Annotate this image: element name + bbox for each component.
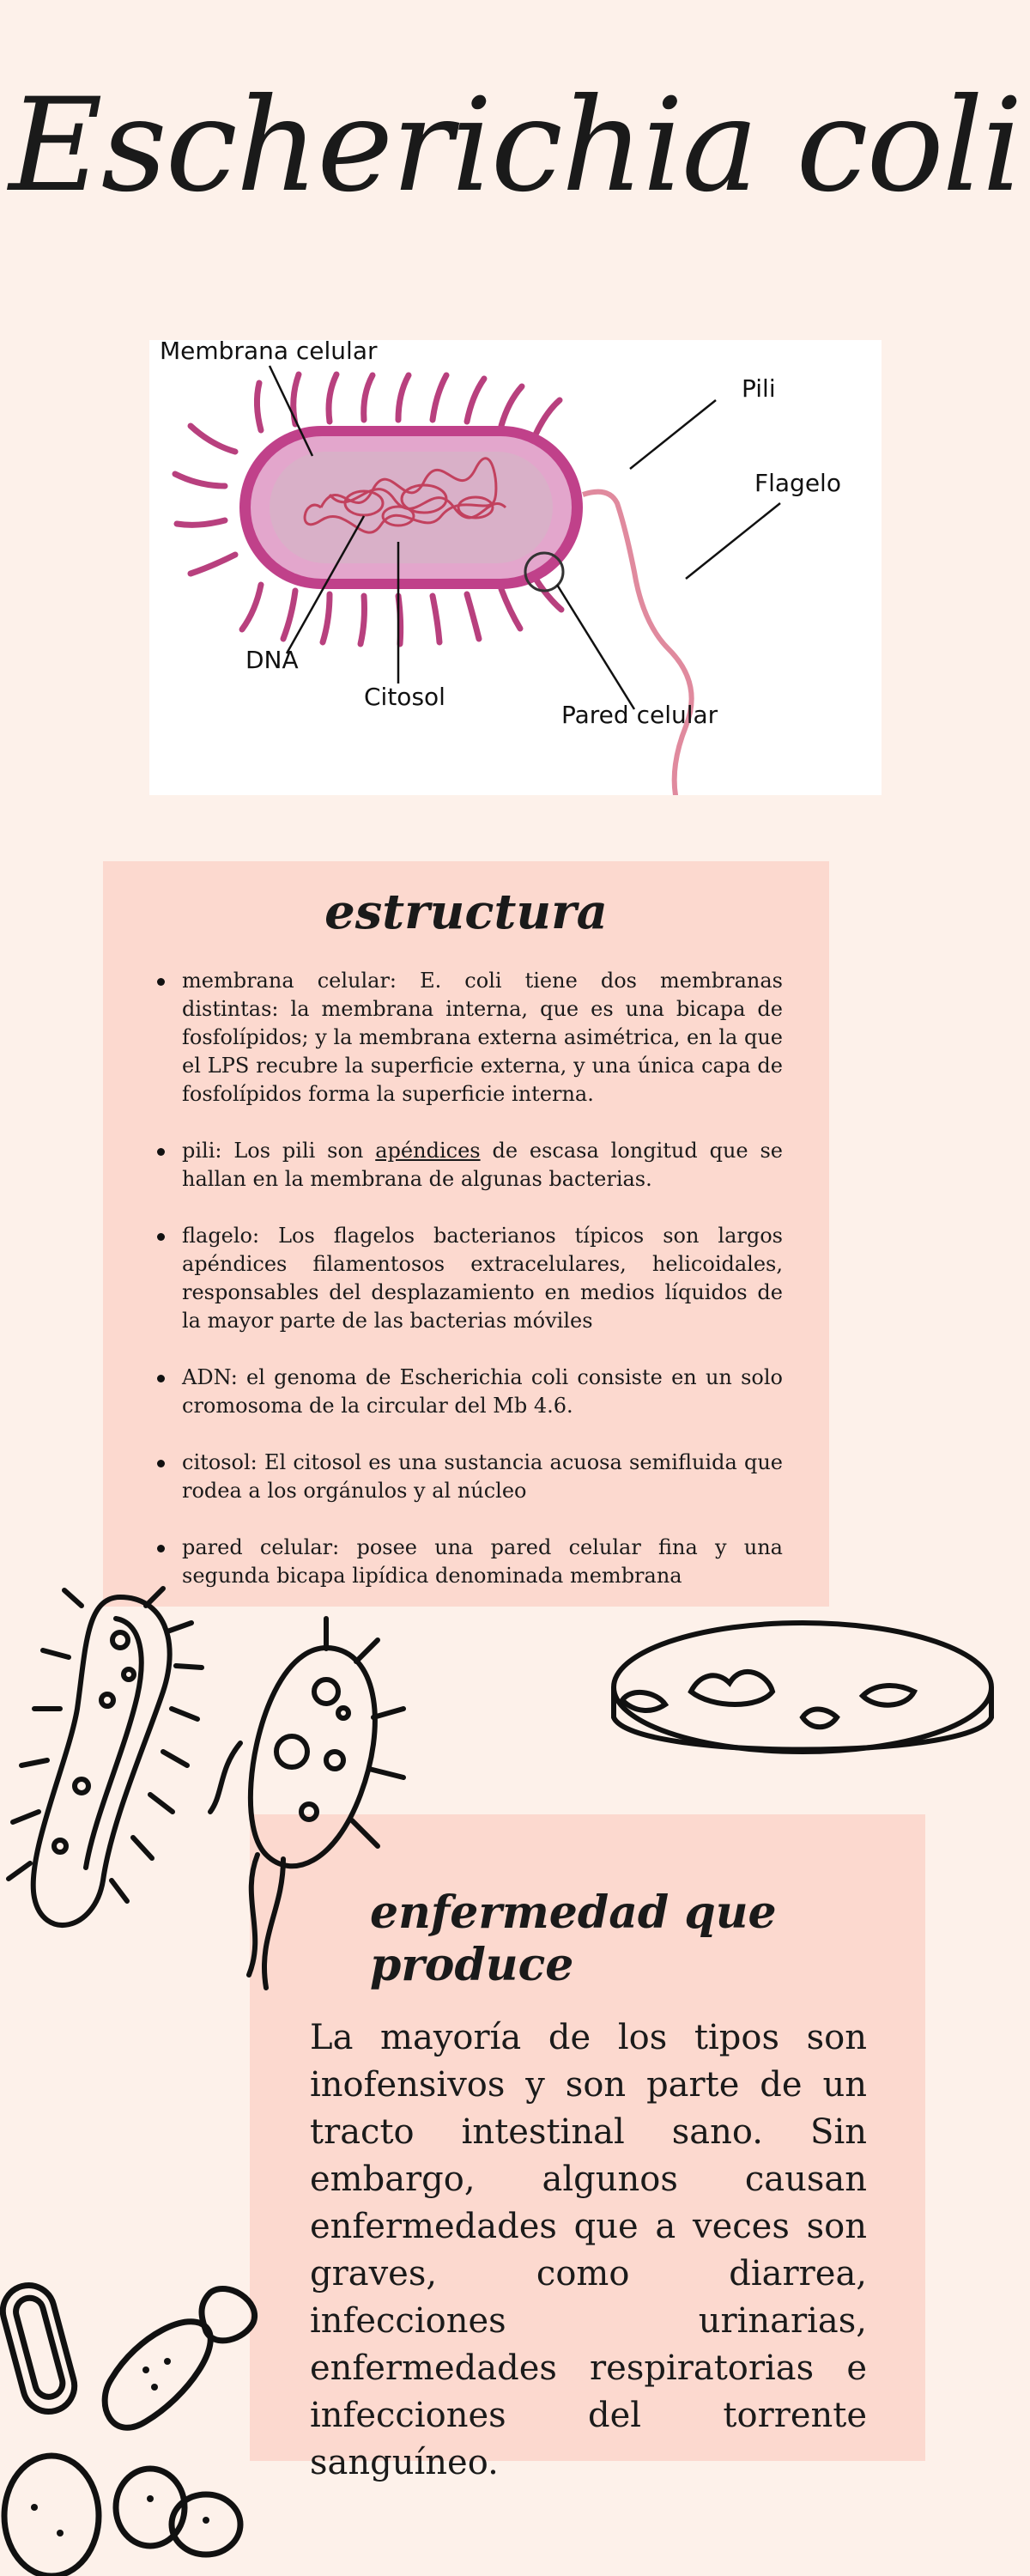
structure-item-dna: ADN: el genoma de Escherichia coli consiste en un solo cromosoma de la circular del Mb 4.6.	[182, 1364, 783, 1420]
structure-item-cytosol: citosol: El citosol es una sustancia acuosa semifluida que rodea a los orgánulos y al núcleo	[182, 1449, 783, 1505]
label-dna: DNA	[245, 646, 299, 674]
bacteria-diagram	[149, 340, 882, 795]
bacterium-doodle-curved	[0, 1571, 223, 1975]
structure-item-pili	[182, 1137, 783, 1194]
flagellum	[583, 492, 692, 795]
apendices-link[interactable]: apéndices	[375, 1139, 481, 1163]
petri-dish-doodle	[605, 1606, 1000, 1786]
page-title: Escherichia coli	[9, 71, 1021, 221]
structure-item-flagellum: flagelo: Los flagelos bacterianos típicos son largos apéndices filamentosos extracelulares, helicoidales, responsables del desplazamiento en medios líquidos de la mayor parte de las bacterias móviles	[182, 1222, 783, 1335]
label-pili: Pili	[742, 374, 776, 403]
bacterium-doodle-oval	[206, 1614, 421, 2001]
disease-text: La mayoría de los tipos son inofensivos y son parte de un tracto intestinal sano. Sin embargo, algunos causan enfermedades que a veces son graves, como diarrea, infecciones urinarias, enfermedades respiratorias e infecciones del torrente sanguíneo.	[310, 2018, 867, 2482]
pili-text-end: de escasa longitud que se hallan en la membrana de algunas bacterias.	[182, 1139, 783, 1191]
structure-item-wall: pared celular: posee una pared celular fina y una segunda bicapa lipídica denominada membrana	[182, 1534, 783, 1590]
structure-heading: estructura	[324, 884, 608, 940]
label-membrane: Membrana celular	[160, 340, 378, 365]
label-cytosol: Citosol	[364, 683, 445, 711]
structure-item-membrane: membrana celular: E. coli tiene dos membranas distintas: la membrana interna, que es una bicapa de fosfolípidos; y la membrana externa asimétrica, en la que el LPS recubre la superficie externa, y una única capa de fosfolípidos forma la superficie interna.	[182, 967, 783, 1109]
pili-text-start: pili: Los pili son	[182, 1139, 376, 1163]
bacteria-cluster-doodle	[0, 2275, 275, 2576]
bacteria-illustration	[149, 340, 882, 795]
structure-panel	[103, 861, 829, 1607]
structure-list	[182, 967, 783, 1619]
disease-heading: enfermedad que produce	[370, 1886, 777, 1991]
label-wall: Pared celular	[561, 701, 718, 729]
label-flagellum: Flagelo	[754, 469, 841, 497]
